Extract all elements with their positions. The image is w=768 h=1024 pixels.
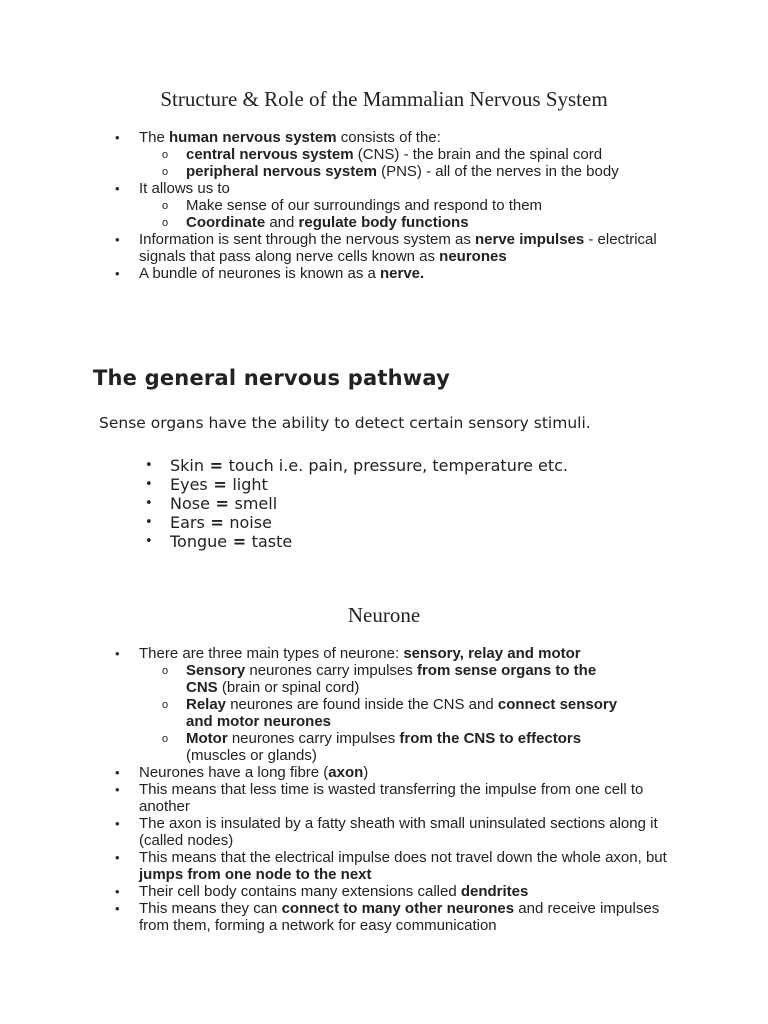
list-item: o peripheral nervous system (PNS) - all of the nerves in the body [186,163,684,180]
list-item: • It allows us to o Make sense of our surroundings and respond to them o Coordinate and regulate body functions [139,180,684,231]
section-title-pathway: The general nervous pathway [93,366,450,390]
list-item: • Eyes = light [170,475,568,494]
list-item: • The axon is insulated by a fatty sheath with small uninsulated sections along it (called nodes) [139,815,679,849]
list-item: o Sensory neurones carry impulses from sense organs to the CNS (brain or spinal cord) [186,662,619,696]
list-item: • There are three main types of neurone: sensory, relay and motor o Sensory neurones carry impulses from sense organs to the CNS (brain or spinal cord) o Relay neurones are found inside the CNS and connect sensory and motor neurones o Motor neurones carry impulses from the CNS to effectors (muscles or glands) [139,645,679,764]
list-item: • Information is sent through the nervous system as nerve impulses - electrical signals that pass along nerve cells known as neurones [139,231,684,265]
list-item: • Their cell body contains many extensions called dendrites [139,883,679,900]
section-title-neurone: Neurone [347,603,421,627]
list-item: • Nose = smell [170,494,568,513]
list-item: o Coordinate and regulate body functions [186,214,684,231]
list-item: • This means that the electrical impulse does not travel down the whole axon, but jumps from one node to the next [139,849,679,883]
list-item: • A bundle of neurones is known as a nerve. [139,265,684,282]
sub-list [139,197,684,231]
sub-list [139,662,679,764]
list-item: • This means that less time is wasted transferring the impulse from one cell to another [139,781,679,815]
list-item: • Neurones have a long fibre (axon) [139,764,679,781]
list-item: • Skin = touch i.e. pain, pressure, temperature etc. [170,456,568,475]
sub-list [139,146,684,180]
sense-organ-list [170,456,568,551]
list-item: • Ears = noise [170,513,568,532]
list-item: • The human nervous system consists of the: o central nervous system (CNS) - the brain and the spinal cord o peripheral nervous system (PNS) - all of the nerves in the body [139,129,684,180]
list-item: o central nervous system (CNS) - the brain and the spinal cord [186,146,684,163]
pathway-intro: Sense organs have the ability to detect certain sensory stimuli. [99,414,591,432]
neurone-bullet-list [139,645,679,934]
list-item: o Relay neurones are found inside the CNS and connect sensory and motor neurones [186,696,619,730]
list-item: • Tongue = taste [170,532,568,551]
list-item: o Motor neurones carry impulses from the CNS to effectors (muscles or glands) [186,730,619,764]
list-item: o Make sense of our surroundings and respond to them [186,197,684,214]
list-item: • This means they can connect to many other neurones and receive impulses from them, forming a network for easy communication [139,900,679,934]
section-title-structure: Structure & Role of the Mammalian Nervous System [160,87,608,111]
structure-bullet-list [139,129,684,282]
